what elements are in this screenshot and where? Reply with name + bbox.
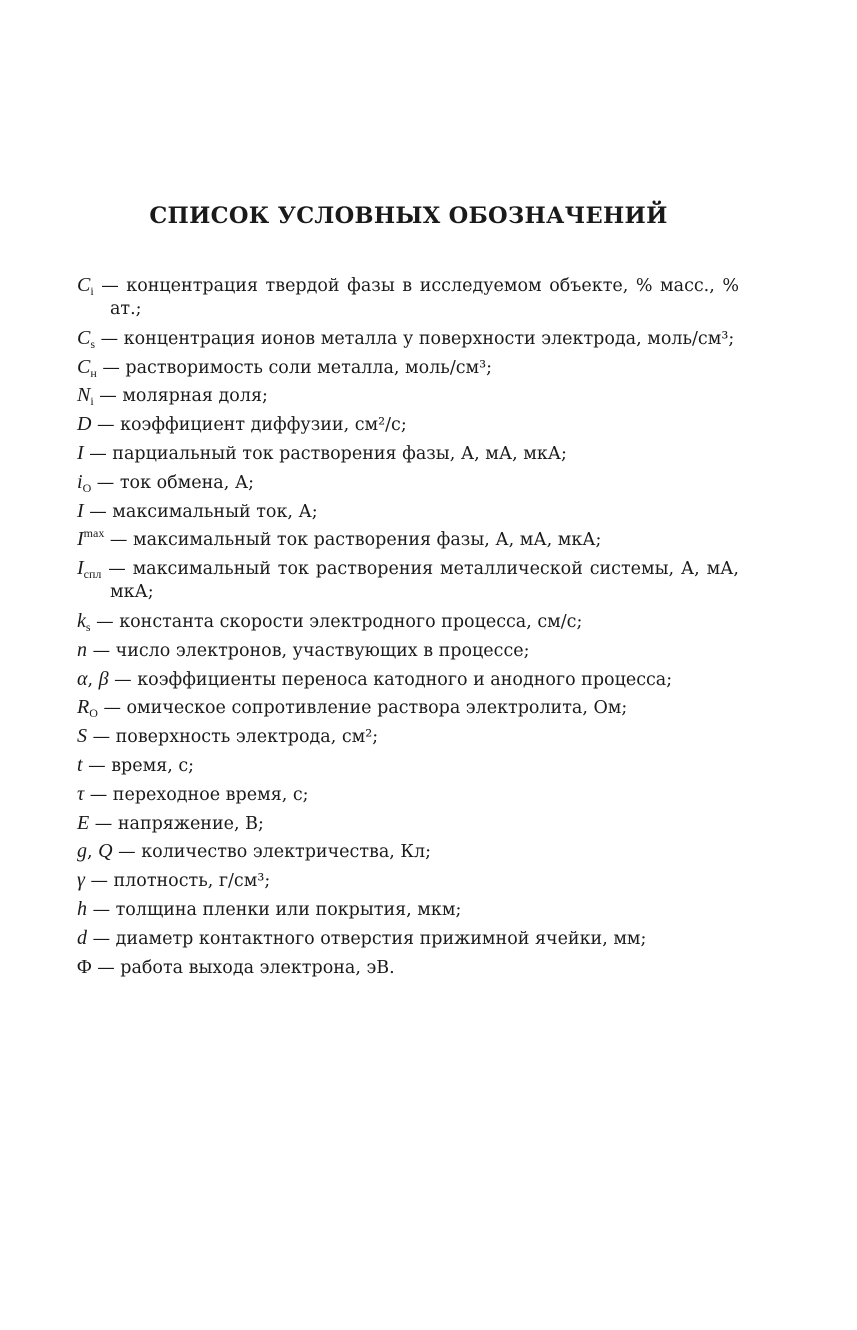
- entry-subscript: i: [90, 284, 94, 298]
- entry-subscript: спл: [83, 567, 102, 582]
- entry-description: — поверхность электрода, см²;: [87, 727, 379, 748]
- entry-symbol: τ: [77, 782, 85, 805]
- entry-description: — напряжение, В;: [89, 813, 264, 834]
- entry-superscript: max: [83, 526, 105, 541]
- entry-description: — коэффициент диффузии, см²/с;: [91, 415, 407, 436]
- entry-symbol: h: [77, 897, 87, 920]
- entry-symbol-second: β: [98, 667, 109, 690]
- entry-separator: ,: [87, 669, 99, 690]
- entry-symbol: I: [77, 499, 84, 522]
- notation-entry: [77, 812, 739, 835]
- entry-description: — молярная доля;: [93, 386, 268, 407]
- entry-subscript: н: [90, 365, 97, 380]
- entry-description: — максимальный ток растворения металлической системы, А, мА, мкА;: [101, 559, 739, 603]
- entry-symbol: E: [77, 811, 90, 834]
- entry-description: — концентрация ионов металла у поверхности электрода, моль/см³;: [95, 328, 735, 349]
- entry-symbol: I: [77, 441, 84, 464]
- notation-entry: [77, 668, 739, 691]
- entry-symbol: g: [77, 840, 87, 863]
- entry-description: — количество электричества, Кл;: [112, 842, 431, 863]
- entry-description: — концентрация твердой фазы в исследуемом объекте, % масс., % ат.;: [93, 276, 739, 319]
- notation-entry: [77, 927, 739, 950]
- entry-description: — парциальный ток растворения фазы, А, мА, мкА;: [83, 443, 567, 464]
- entry-subscript: s: [90, 336, 96, 351]
- entry-symbol: R: [77, 696, 90, 719]
- entry-description: — омическое сопротивление раствора электролита, Ом;: [97, 698, 628, 719]
- notation-entry: [77, 500, 739, 523]
- entry-description: — работа выхода электрона, эВ.: [91, 957, 395, 978]
- entry-symbol: d: [77, 926, 87, 949]
- entry-separator: ,: [87, 842, 99, 863]
- notation-entry: [77, 327, 739, 350]
- notation-entry: [77, 528, 739, 551]
- notation-entry: [77, 442, 739, 465]
- entry-description: — ток обмена, А;: [91, 472, 254, 493]
- notation-entry: [77, 783, 739, 806]
- entry-description: — плотность, г/см³;: [84, 871, 271, 892]
- entry-symbol: i: [77, 470, 83, 493]
- page-title: СПИСОК УСЛОВНЫХ ОБОЗНАЧЕНИЙ: [149, 203, 668, 229]
- entry-symbol: C: [77, 355, 91, 378]
- entry-symbol: I: [77, 557, 84, 580]
- notation-entry: [77, 696, 739, 719]
- notation-entry: [77, 610, 739, 633]
- entry-symbol: t: [77, 753, 83, 776]
- symbol-list: [77, 274, 739, 984]
- notation-entry: [77, 384, 739, 407]
- notation-entry: [77, 725, 739, 748]
- entry-description: — максимальный ток, А;: [83, 501, 318, 522]
- entry-description: — максимальный ток растворения фазы, А, мА, мкА;: [104, 530, 602, 551]
- entry-description: — константа скорости электродного процесса, см/с;: [90, 611, 583, 632]
- entry-symbol: D: [77, 413, 92, 436]
- notation-entry: [77, 639, 739, 662]
- entry-description: — коэффициенты переноса катодного и анодного процесса;: [108, 669, 673, 690]
- entry-description: — время, с;: [82, 755, 195, 776]
- entry-description: — толщина пленки или покрытия, мкм;: [87, 899, 462, 920]
- notation-entry: [77, 956, 739, 979]
- entry-symbol: C: [77, 326, 91, 349]
- entry-symbol: k: [77, 609, 86, 632]
- entry-symbol: γ: [77, 869, 85, 892]
- entry-symbol: N: [77, 384, 91, 407]
- notation-entry: [77, 413, 739, 436]
- entry-symbol: α: [77, 667, 88, 690]
- entry-description: — растворимость соли металла, моль/см³;: [96, 357, 493, 378]
- entry-symbol-second: Q: [98, 840, 113, 863]
- notation-entry: [77, 898, 739, 921]
- entry-subscript: s: [85, 619, 91, 634]
- entry-symbol: Φ: [77, 955, 92, 978]
- notation-entry: [77, 869, 739, 892]
- entry-symbol: C: [77, 274, 91, 296]
- entry-subscript: O: [82, 480, 92, 495]
- notation-entry: [77, 356, 739, 379]
- notation-entry: [77, 274, 739, 321]
- entry-description: — переходное время, с;: [84, 784, 309, 805]
- entry-symbol: I: [77, 528, 84, 551]
- notation-entry: [77, 471, 739, 494]
- entry-symbol: S: [77, 725, 87, 748]
- entry-subscript: i: [90, 394, 94, 409]
- notation-entry: [77, 840, 739, 863]
- notation-entry: [77, 754, 739, 777]
- entry-symbol: n: [77, 638, 87, 661]
- entry-description: — диаметр контактного отверстия прижимной ячейки, мм;: [87, 928, 647, 949]
- entry-description: — число электронов, участвующих в процессе;: [87, 640, 530, 661]
- entry-subscript: O: [89, 706, 98, 721]
- notation-entry: [77, 557, 739, 604]
